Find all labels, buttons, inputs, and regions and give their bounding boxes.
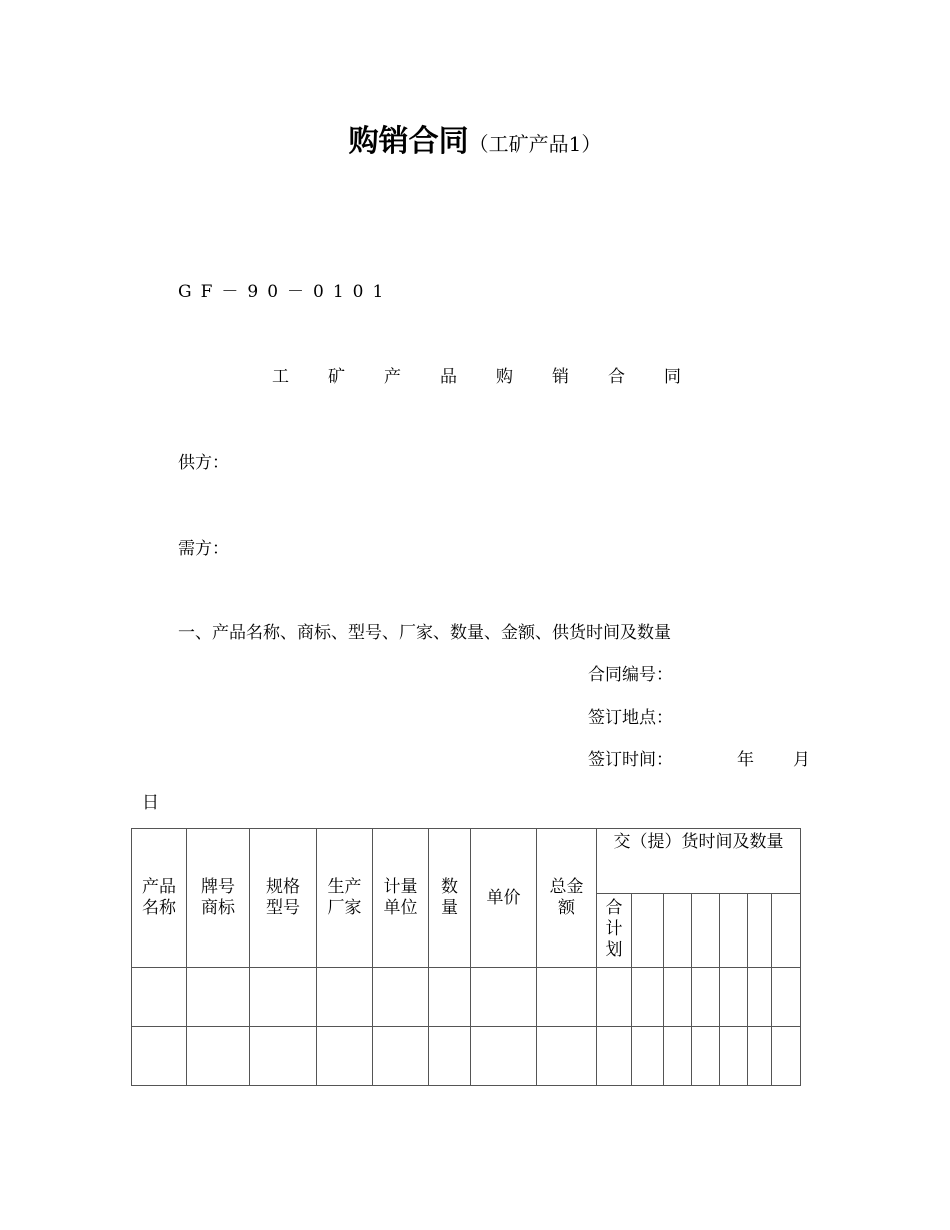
month-label: 月 — [793, 750, 810, 770]
header-quantity: 数量 — [429, 829, 471, 968]
heading-char: 产 — [384, 367, 401, 387]
header-brand: 牌号商标 — [187, 829, 250, 968]
header-total-amount: 总金额 — [537, 829, 597, 968]
supplier-label: 供方： — [178, 453, 229, 473]
title-main: 购销合同 — [348, 124, 469, 159]
title-sub: （工矿产品1） — [468, 132, 602, 156]
buyer-label: 需方： — [178, 539, 229, 559]
header-unit-price: 单价 — [471, 829, 537, 968]
header-product-name: 产品名称 — [132, 829, 187, 968]
contract-heading — [272, 362, 720, 387]
header-plan-total: 合计划 — [597, 894, 632, 968]
header-spec: 规格型号 — [250, 829, 317, 968]
section-1-heading: 一、产品名称、商标、型号、厂家、数量、金额、供货时间及数量 — [178, 623, 671, 643]
table-row — [132, 968, 801, 1027]
heading-char: 同 — [664, 367, 681, 387]
header-delivery-time: 交（提）货时间及数量 — [597, 829, 801, 894]
heading-char: 品 — [440, 367, 457, 387]
heading-char: 合 — [608, 367, 625, 387]
sign-place-label: 签订地点： — [588, 708, 673, 728]
header-manufacturer: 生产厂家 — [317, 829, 373, 968]
heading-char: 工 — [272, 367, 289, 387]
table-row — [132, 1027, 801, 1086]
heading-char: 购 — [496, 367, 513, 387]
heading-char: 矿 — [328, 367, 345, 387]
document-title — [0, 116, 950, 160]
form-code: GF－90－0101 — [178, 282, 393, 302]
sign-time-label: 签订时间： — [588, 750, 673, 770]
product-table — [131, 828, 801, 1086]
year-label: 年 — [737, 750, 754, 770]
heading-char: 销 — [552, 367, 569, 387]
contract-no-label: 合同编号： — [588, 665, 673, 685]
day-label: 日 — [142, 793, 159, 813]
header-unit: 计量单位 — [373, 829, 429, 968]
